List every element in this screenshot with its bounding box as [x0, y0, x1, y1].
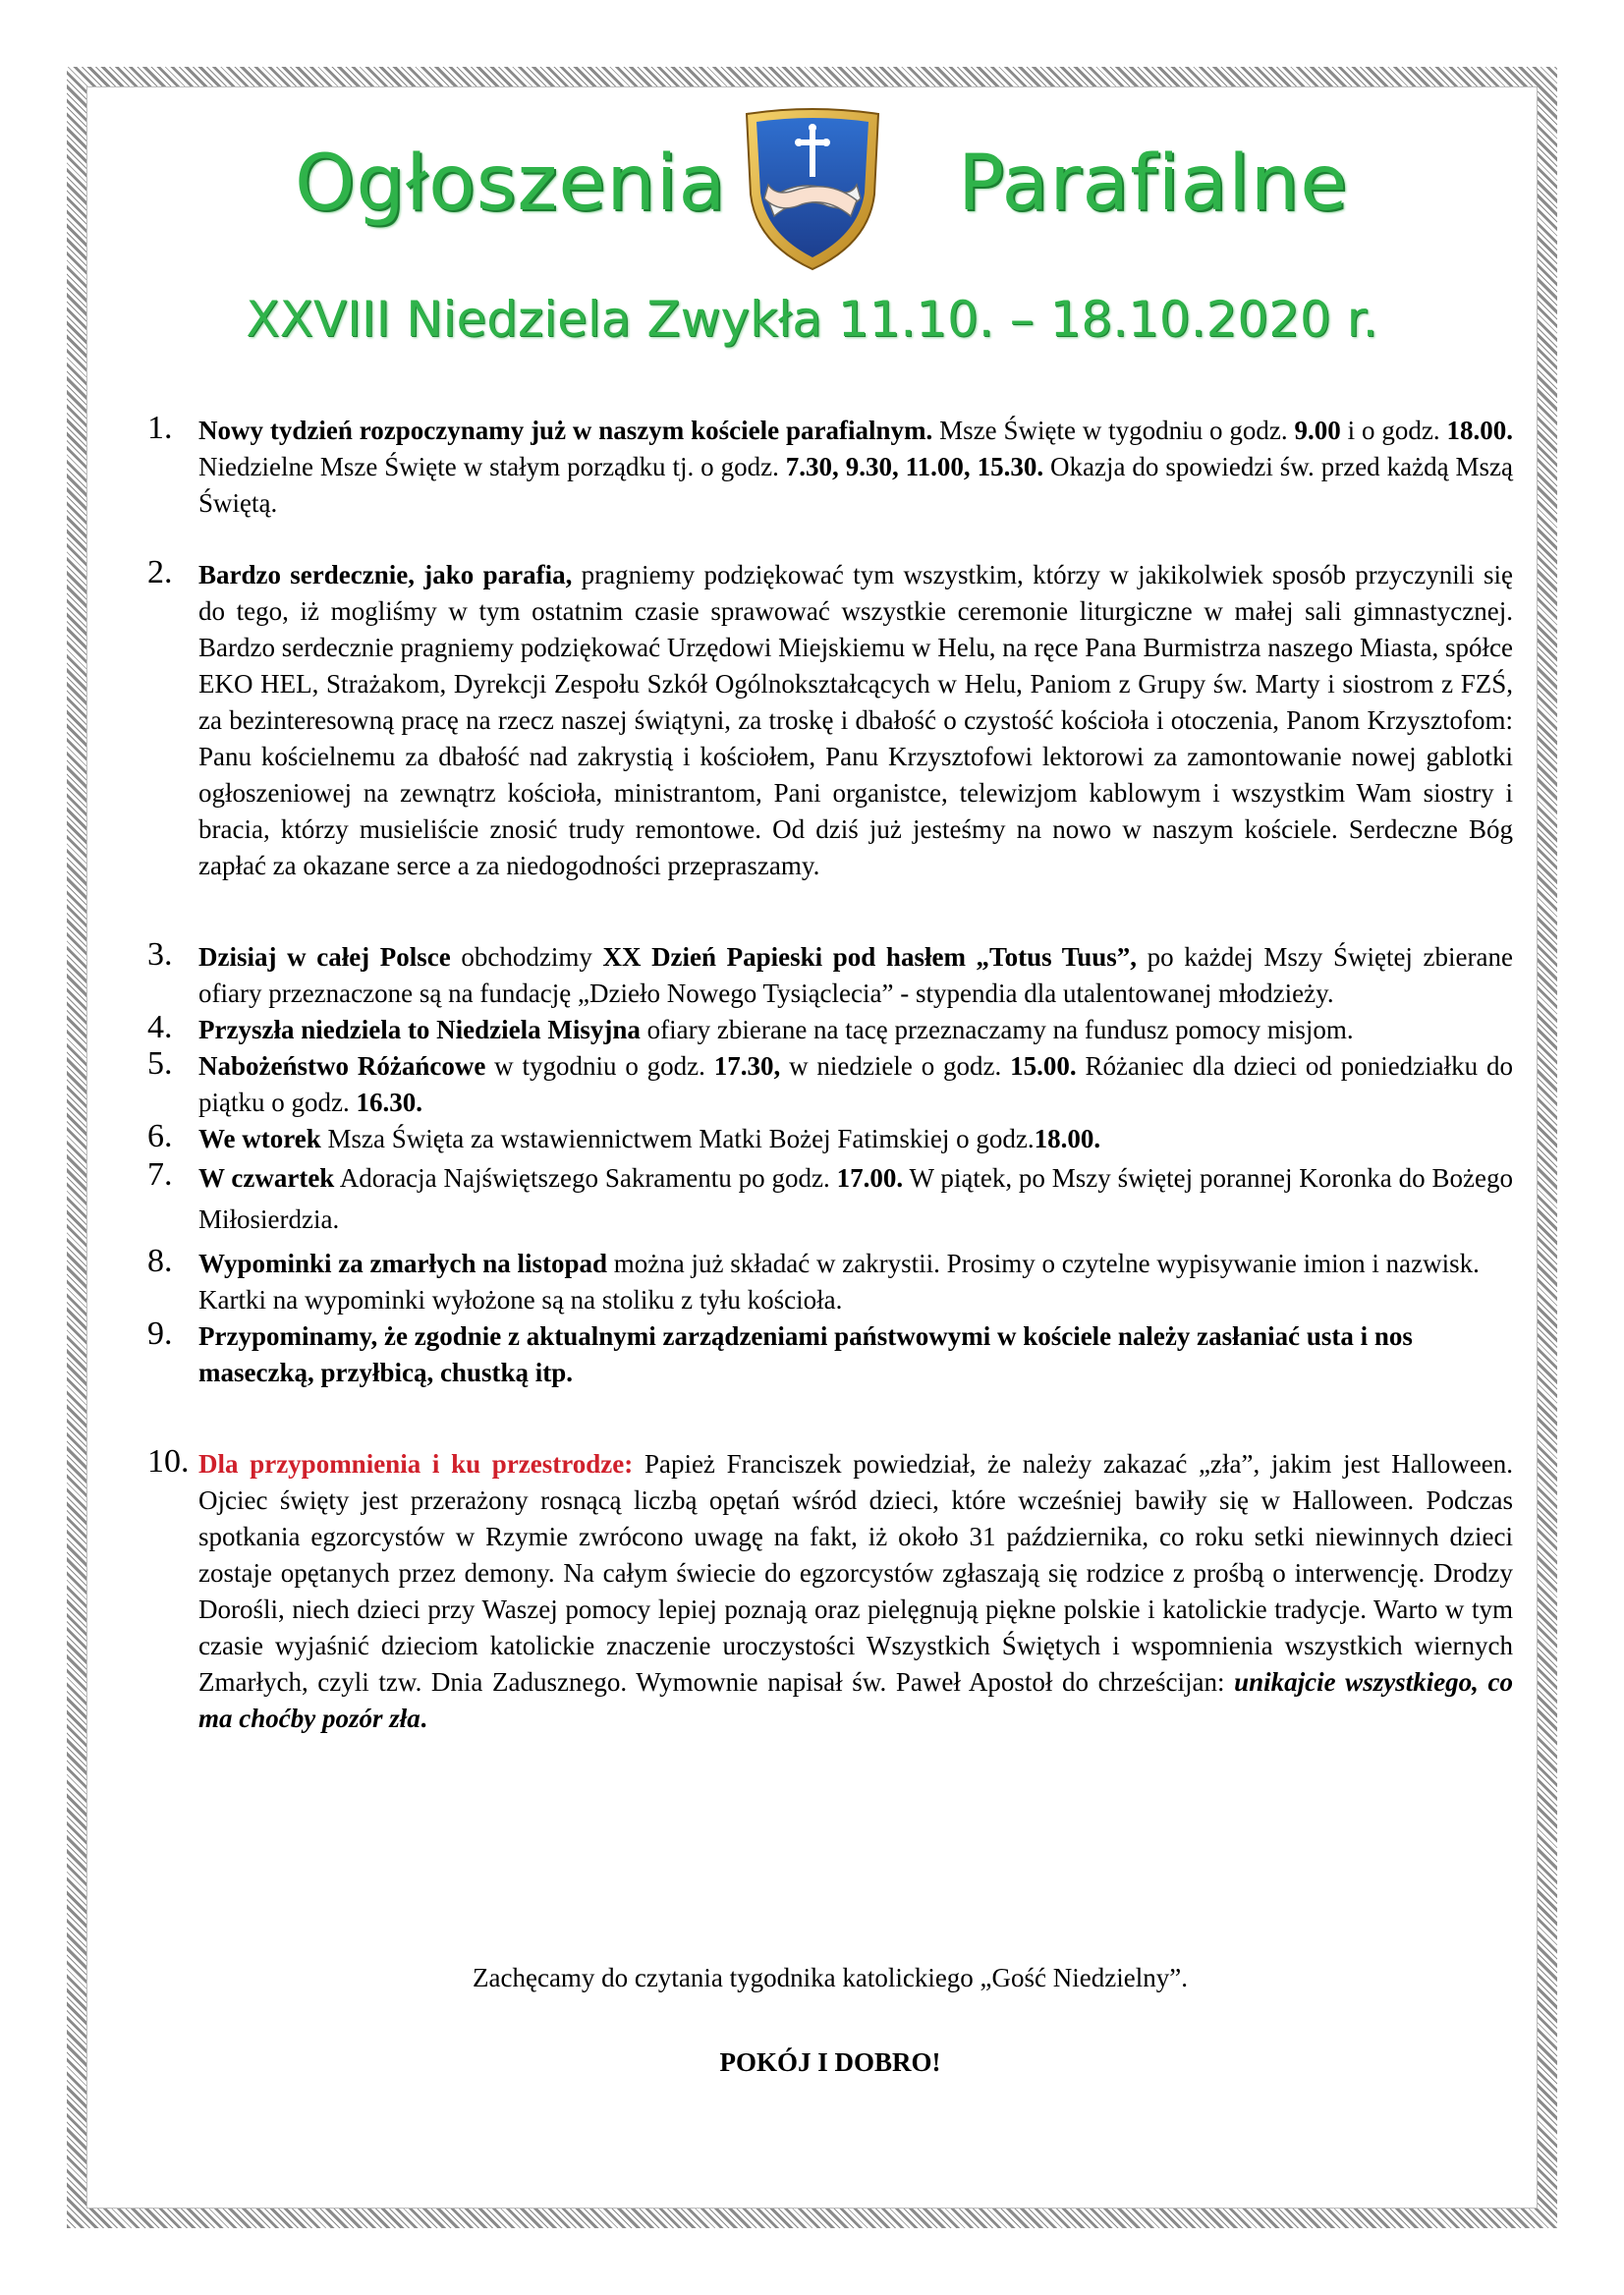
closing-greeting: POKÓJ I DOBRO!	[719, 2047, 941, 2077]
item-lead: Nowy tydzień rozpoczynamy już w naszym kościele parafialnym.	[198, 416, 933, 445]
item-lead: Nabożeństwo Różańcowe	[198, 1051, 486, 1081]
announcement-2: 2. Bardzo serdecznie, jako parafia, pragniemy podziękować tym wszystkim, którzy w jakikolwiek sposób przyczynili się do tego, iż mogliśmy w tym ostatnim czasie sprawować wszystkie ceremonie liturgiczne w małej sali gimnastycznej. Bardzo serdecznie pragniemy podziękować Urzędowi Miejskiemu w Helu, na ręce Pana Burmistrza naszego Miasta, spółce EKO HEL, Strażakom, Dyrekcji Zespołu Szkół Ogólnokształcących w Helu, Paniom z Grupy św. Marty i siostrom z FZŚ, za bezinteresowną pracę na rzecz naszej świątyni, za troskę i dbałość o czystość kościoła i otoczenia, Panom Krzysztofom: Panu kościelnemu za dbałość nad zakrystią i kościołem, Panu Krzysztofowi lektorowi za zamontowanie nowej gablotki ogłoszeniowej na zewnątrz kościoła, ministrantom, Pani organistce, telewizjom kablowym i wszystkim Wam siostry i bracia, którzy musieliście znosić trudy remontowe. Od dziś już jesteśmy na nowo w naszym kościele. Serdeczne Bóg zapłać za okazane serce a za niedogodności przepraszamy.	[147, 554, 1514, 880]
closing-note: Zachęcamy do czytania tygodnika katolickiego „Gość Niedzielny”.	[473, 1963, 1188, 1992]
item-number: 7.	[147, 1156, 173, 1193]
announcement-8: 8. Wypominki za zmarłych na listopad można już składać w zakrystii. Prosimy o czytelne wypisywanie imion i nazwisk. Kartki na wypominki wyłożone są na stoliku z tyłu kościoła.	[147, 1243, 1480, 1315]
item-lead: Wypominki za zmarłych na listopad	[198, 1249, 608, 1278]
announcement-9	[147, 1315, 1513, 1391]
item-lead: Dzisiaj w całej Polsce	[198, 942, 451, 972]
bible-quote: unikajcie wszystkiego, co ma choćby pozór zła	[198, 1667, 1513, 1733]
item-number: 3.	[147, 936, 173, 973]
item-lead: Przypominamy, że zgodnie z aktualnymi zarządzeniami państwowymi w kościele należy zasłaniać usta i nos maseczką, przyłbicą, chustką itp.	[198, 1321, 1413, 1387]
item-number: 1.	[147, 410, 173, 446]
announcement-4: 4. Przyszła niedziela to Niedziela Misyjna ofiary zbierane na tacę przeznaczamy na fundusz pomocy misjom.	[147, 1009, 1354, 1045]
item-lead: We wtorek	[198, 1124, 321, 1153]
item-number: 2.	[147, 554, 173, 590]
item-number: 9.	[147, 1315, 173, 1352]
item-number: 10.	[147, 1443, 190, 1480]
item-number: 5.	[147, 1045, 173, 1082]
announcement-6: 6. We wtorek Msza Święta za wstawiennictwem Matki Bożej Fatimskiej o godz.18.00.	[147, 1118, 1101, 1154]
item-lead: Przyszła niedziela to Niedziela Misyjna	[198, 1015, 641, 1044]
title-left: Ogłoszenia	[295, 140, 727, 228]
announcements-list	[147, 410, 1514, 1737]
announcement-10: 10. Dla przypomnienia i ku przestrodze: Papież Franciszek powiedział, że należy zakazać „zła”, jakim jest Halloween. Ojciec święty jest przerażony rosnącą liczbą opętań wśród dzieci, które wcześniej bawiły się w Halloween. Podczas spotkania egzorcystów w Rzymie zwrócono uwagę na fakt, iż około 31 października, co roku setki niewinnych dzieci zostaje opętanych przez demony. Na całym świecie do egzorcystów zgłaszają się rodzice z prośbą o interwencję. Drodzy Dorośli, niech dzieci przy Waszej pomocy lepiej poznają oraz pielęgnują piękne polskie i katolickie tradycje. Warto w tym czasie wyjaśnić dzieciom katolickie znaczenie uroczystości Wszystkich Świętych i wspomnienia wszystkich wiernych Zmarłych, czyli tzw. Dnia Zadusznego. Wymownie napisał św. Paweł Apostoł do chrześcijan: unikajcie wszystkiego, co ma choćby pozór zła.	[147, 1443, 1513, 1733]
title-right: Parafialne	[958, 140, 1349, 228]
announcement-5: 5. Nabożeństwo Różańcowe w tygodniu o godz. 17.30, w niedziele o godz. 15.00. Różaniec dla dzieci od poniedziałku do piątku o godz. 16.30.	[147, 1045, 1513, 1117]
item-number: 4.	[147, 1009, 173, 1045]
subtitle: XXVIII Niedziela Zwykła 11.10. – 18.10.2020 r.	[246, 291, 1378, 348]
warning-lead: Dla przypomnienia i ku przestrodze:	[198, 1449, 634, 1479]
parish-crest-icon	[739, 106, 886, 273]
item-number: 6.	[147, 1118, 173, 1154]
item-lead: W czwartek	[198, 1163, 335, 1193]
item-number: 8.	[147, 1243, 173, 1279]
announcement-1: 1. Nowy tydzień rozpoczynamy już w naszym kościele parafialnym. Msze Święte w tygodniu o godz. 9.00 i o godz. 18.00. Niedzielne Msze Święte w stałym porządku tj. o godz. 7.30, 9.30, 11.00, 15.30. Okazja do spowiedzi św. przed każdą Mszą Świętą.	[147, 410, 1513, 518]
announcement-3: 3. Dzisiaj w całej Polsce obchodzimy XX Dzień Papieski pod hasłem „Totus Tuus”, po każdej Mszy Świętej zbierane ofiary przeznaczone są na fundację „Dzieło Nowego Tysiąclecia” - stypendia dla utalentowanej młodzieży.	[147, 936, 1513, 1008]
item-lead: Bardzo serdecznie, jako parafia,	[198, 560, 573, 589]
announcement-7: 7. W czwartek Adoracja Najświętszego Sakramentu po godz. 17.00. W piątek, po Mszy świętej porannej Koronka do Bożego Miłosierdzia.	[147, 1156, 1513, 1234]
